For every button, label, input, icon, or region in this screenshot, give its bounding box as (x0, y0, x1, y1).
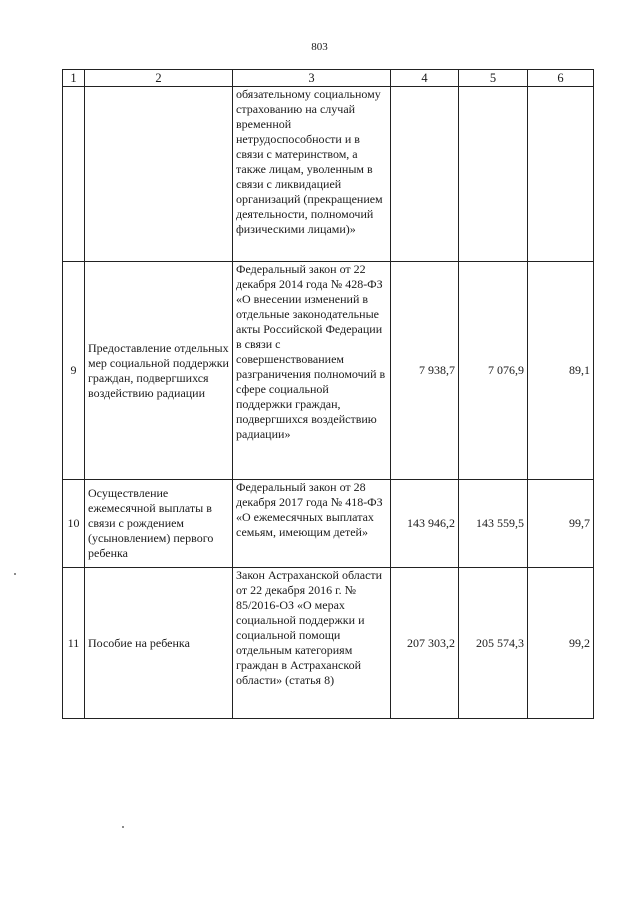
header-cell-4: 4 (391, 70, 459, 87)
row-number: 11 (63, 568, 85, 719)
row-actual: 7 076,9 (459, 262, 528, 480)
row-plan (391, 87, 459, 262)
row-percent: 89,1 (528, 262, 594, 480)
page-number: 803 (311, 41, 328, 53)
row-actual: 205 574,3 (459, 568, 528, 719)
row-plan: 207 303,2 (391, 568, 459, 719)
row-name (85, 87, 233, 262)
row-name: Пособие на ребенка (85, 568, 233, 719)
row-law: Закон Астраханской области от 22 декабря 2016 г. № 85/2016-ОЗ «О мерах социальной поддержки и социальной помощи отдельным категориям граждан в Астраханской области» (статья 8) (233, 568, 391, 719)
header-cell-2: 2 (85, 70, 233, 87)
header-cell-3: 3 (233, 70, 391, 87)
row-name: Осуществление ежемесячной выплаты в связи с рождением (усыновлением) первого ребенка (85, 480, 233, 568)
row-percent: 99,7 (528, 480, 594, 568)
table-row (63, 480, 594, 568)
row-law: обязательному социальному страхованию на случай временной нетрудоспособности и в связи с материнством, а также лицам, уволенным в связи с ликвидацией организаций (прекращением деятельности, полномочий физическими лицами)» (233, 87, 391, 262)
header-cell-5: 5 (459, 70, 528, 87)
row-percent: 99,2 (528, 568, 594, 719)
row-law: Федеральный закон от 22 декабря 2014 года № 428-ФЗ «О внесении изменений в отдельные законодательные акты Российской Федерации в связи с совершенствованием разграничения полномочий в сфере социальной поддержки граждан, подвергшихся воздействию радиации» (233, 262, 391, 480)
row-name: Предоставление отдельных мер социальной поддержки граждан, подвергшихся воздействию радиации (85, 262, 233, 480)
table-row (63, 262, 594, 480)
table-row (63, 568, 594, 719)
header-cell-1: 1 (63, 70, 85, 87)
data-table (62, 69, 594, 719)
table-header-row (63, 70, 594, 87)
row-number: 9 (63, 262, 85, 480)
header-cell-6: 6 (528, 70, 594, 87)
row-number (63, 87, 85, 262)
row-percent (528, 87, 594, 262)
table-row (63, 87, 594, 262)
row-actual (459, 87, 528, 262)
scan-speck (14, 573, 16, 575)
row-number: 10 (63, 480, 85, 568)
row-actual: 143 559,5 (459, 480, 528, 568)
row-plan: 143 946,2 (391, 480, 459, 568)
scan-speck (122, 826, 124, 828)
row-plan: 7 938,7 (391, 262, 459, 480)
row-law: Федеральный закон от 28 декабря 2017 года № 418-ФЗ «О ежемесячных выплатах семьям, имеющим детей» (233, 480, 391, 568)
